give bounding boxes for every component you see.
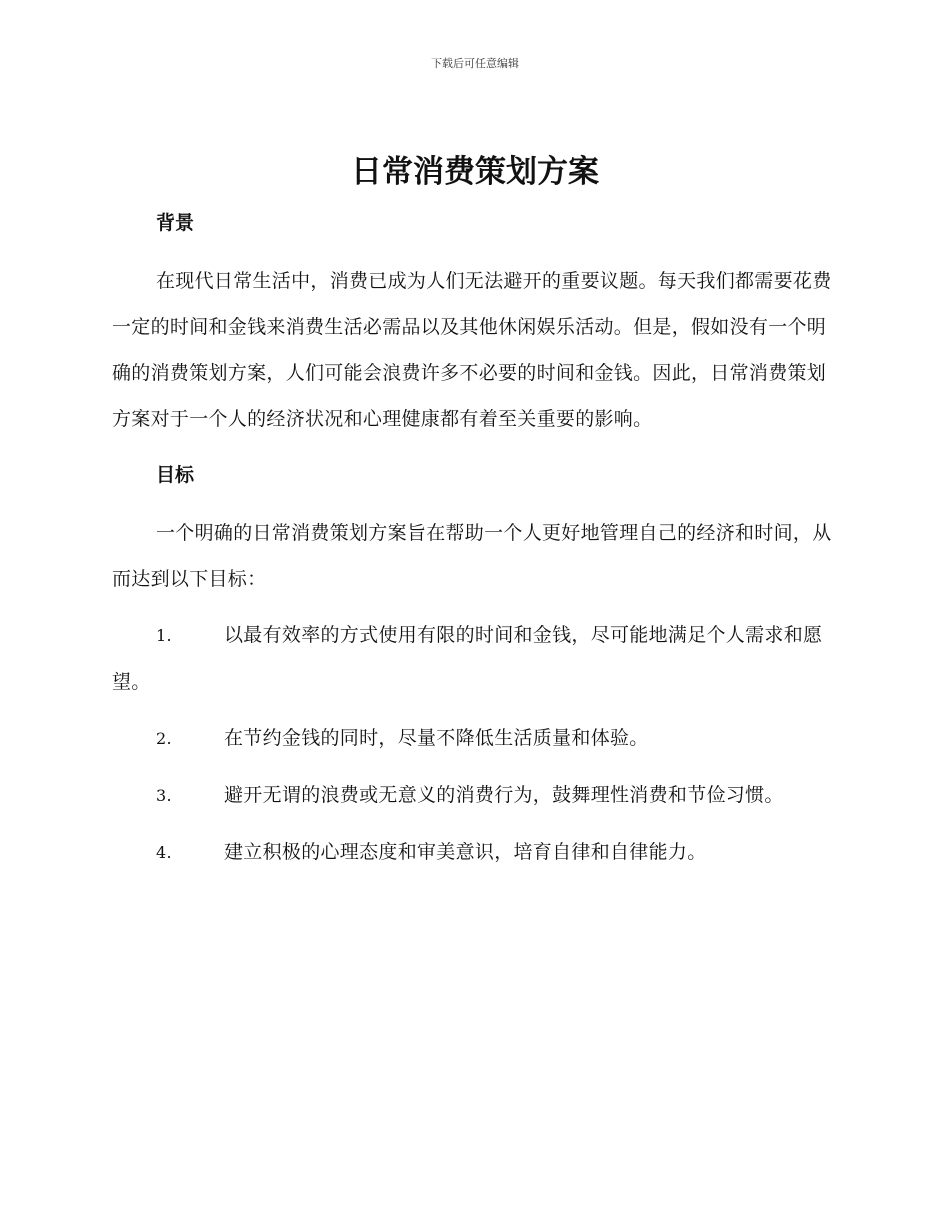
list-item-number: 2. <box>156 729 172 748</box>
goals-intro-paragraph: 一个明确的日常消费策划方案旨在帮助一个人更好地管理自己的经济和时间，从而达到以下目标： <box>112 522 832 590</box>
document-title: 日常消费策划方案 <box>351 154 599 190</box>
list-item <box>112 715 832 762</box>
document-body <box>112 200 832 876</box>
section-heading-goals: 目标 <box>156 464 195 486</box>
list-item-number: 1. <box>156 626 172 645</box>
list-item <box>112 772 832 819</box>
background-paragraph: 在现代日常生活中，消费已成为人们无法避开的重要议题。每天我们都需要花费一定的时间和金钱来消费生活必需品以及其他休闲娱乐活动。但是，假如没有一个明确的消费策划方案，人们可能会浪费许多不必要的时间和金钱。因此，日常消费策划方案对于一个人的经济状况和心理健康都有着至关重要的影响。 <box>112 270 832 430</box>
list-item-number: 3. <box>156 786 172 805</box>
list-item-number: 4. <box>156 843 172 862</box>
list-item-text: 以最有效率的方式使用有限的时间和金钱，尽可能地满足个人需求和愿望。 <box>112 624 823 693</box>
list-item-text: 避开无谓的浪费或无意义的消费行为，鼓舞理性消费和节俭习惯。 <box>224 784 784 806</box>
list-item <box>112 612 832 705</box>
list-item-text: 建立积极的心理态度和审美意识，培育自律和自律能力。 <box>224 841 707 863</box>
list-item <box>112 829 832 876</box>
section-heading-background: 背景 <box>156 212 195 234</box>
list-item-text: 在节约金钱的同时，尽量不降低生活质量和体验。 <box>224 727 649 749</box>
page-header-note: 下载后可任意编辑 <box>431 57 519 70</box>
